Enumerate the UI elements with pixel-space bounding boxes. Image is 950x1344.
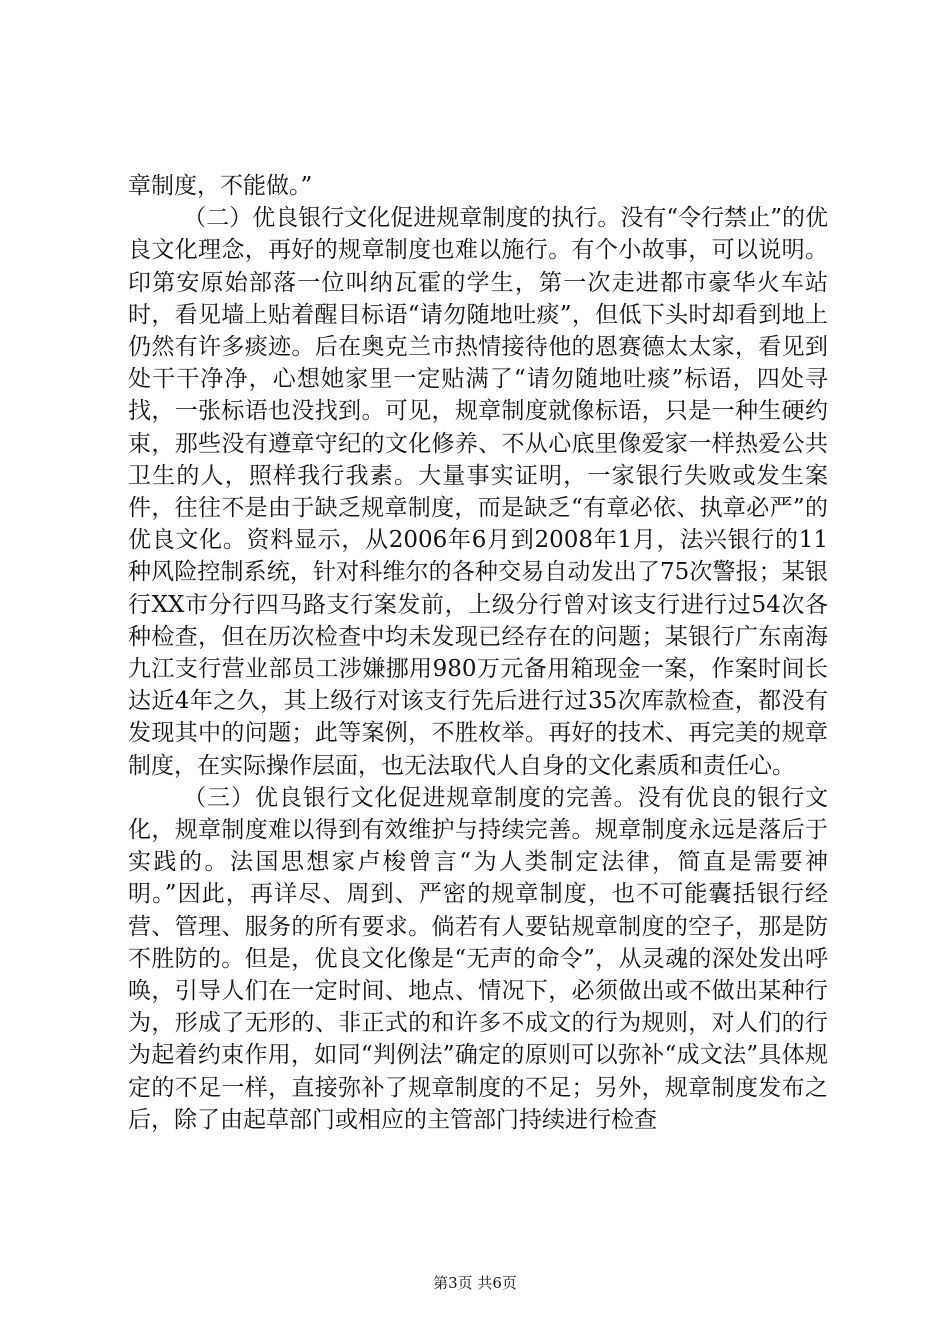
paragraph-section-two: （二）优良银行文化促进规章制度的执行。没有“令行禁止”的优良文化理念，再好的规章制度也难以施行。有个小故事，可以说明。印第安原始部落一位叫纳瓦霍的学生，第一次走进都市豪华火车站时，看见墙上贴着醒目标语“请勿随地吐痰”，但低下头时却看到地上仍然有许多痰迹。后在奥克兰市热情接待他的恩赛德太太家，看见到处干干净净，心想她家里一定贴满了“请勿随地吐痰”标语，四处寻找，一张标语也没找到。可见，规章制度就像标语，只是一种生硬约束，那些没有遵章守纪的文化修养、不从心底里像爱家一样热爱公共卫生的人，照样我行我素。大量事实证明，一家银行失败或发生案件，往往不是由于缺乏规章制度，而是缺乏“有章必依、执章必严”的优良文化。资料显示，从2006年6月到2008年1月，法兴银行的11种风险控制系统，针对科维尔的各种交易自动发出了75次警报；某银行XX市分行四马路支行案发前，上级分行曾对该支行进行过54次各种检查，但在历次检查中均未发现已经存在的问题；某银行广东南海九江支行营业部员工涉嫌挪用980万元备用箱现金一案，作案时间长达近4年之久，其上级行对该支行先后进行过35次库款检查，都没有发现其中的问题；此等案例，不胜枚举。再好的技术、再完美的规章制度，在实际操作层面，也无法取代人自身的文化素质和责任心。: [128, 205, 828, 779]
document-body: [128, 170, 828, 1136]
paragraph-section-three: （三）优良银行文化促进规章制度的完善。没有优良的银行文化，规章制度难以得到有效维护与持续完善。规章制度永远是落后于实践的。法国思想家卢梭曾言“为人类制定法律，简直是需要神明。”因此，再详尽、周到、严密的规章制度，也不可能囊括银行经营、管理、服务的所有要求。倘若有人要钻规章制度的空子，那是防不胜防的。但是，优良文化像是“无声的命令”，从灵魂的深处发出呼唤，引导人们在一定时间、地点、情况下，必须做出或不做出某种行为，形成了无形的、非正式的和许多不成文的行为规则，对人们的行为起着约束作用，如同“判例法”确定的原则可以弥补“成文法”具体规定的不足一样，直接弥补了规章制度的不足；另外，规章制度发布之后，除了由起草部门或相应的主管部门持续进行检查: [128, 784, 828, 1133]
page-number-footer: 第3页 共6页: [433, 1274, 517, 1292]
paragraph-continuation: 章制度，不能做。”: [128, 173, 313, 199]
